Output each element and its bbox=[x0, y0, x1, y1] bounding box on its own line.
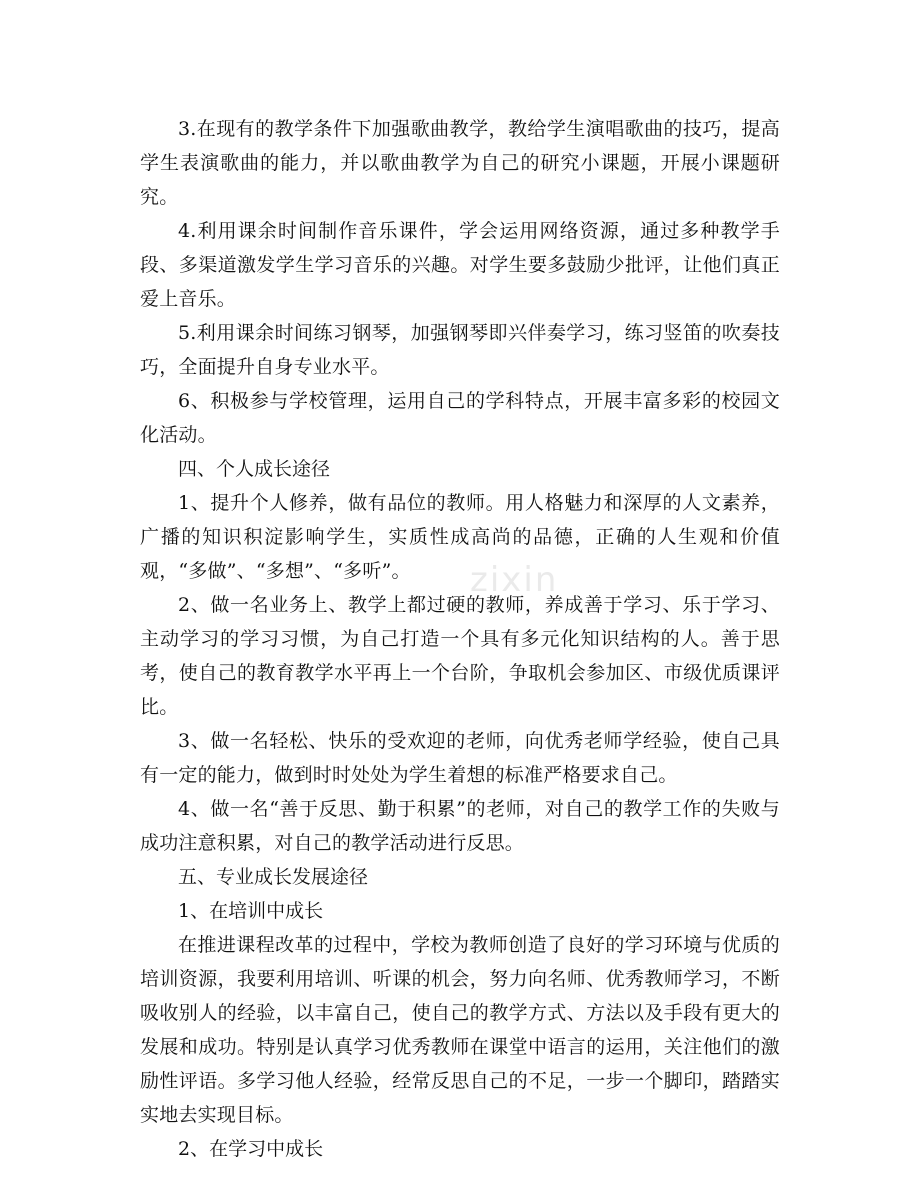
document-body bbox=[140, 112, 780, 1166]
section-heading-4: 四、个人成长途径 bbox=[178, 458, 331, 480]
growth-item-4: 4、做一名“善于反思、勤于积累”的老师，对自己的教学工作的失败与成功注意积累，对自己的教学活动进行反思。 bbox=[140, 798, 780, 854]
paragraph-item-4: 4.利用课余时间制作音乐课件，学会运用网络资源，通过多种教学手段、多渠道激发学生学习音乐的兴趣。对学生要多鼓励少批评，让他们真正爱上音乐。 bbox=[140, 220, 780, 310]
paragraph-item-6: 6、积极参与学校管理，运用自己的学科特点，开展丰富多彩的校园文化活动。 bbox=[140, 390, 780, 446]
growth-item-2: 2、做一名业务上、教学上都过硬的教师，养成善于学习、乐于学习、主动学习的学习习惯，为自己打造一个具有多元化知识结构的人。善于思考，使自己的教育教学水平再上一个台阶，争取机会参加区、市级优质课评比。 bbox=[140, 594, 780, 718]
subheading-learning: 2、在学习中成长 bbox=[178, 1138, 324, 1160]
paragraph-item-5: 5.利用课余时间练习钢琴，加强钢琴即兴伴奏学习，练习竖笛的吹奏技巧，全面提升自身专业水平。 bbox=[140, 322, 780, 378]
section-heading-5: 五、专业成长发展途径 bbox=[178, 866, 369, 888]
growth-item-1: 1、提升个人修养，做有品位的教师。用人格魅力和深厚的人文素养，广播的知识积淀影响学生，实质性成高尚的品德，正确的人生观和价值观，“多做”、“多想”、“多听”。 bbox=[140, 492, 780, 582]
subheading-training: 1、在培训中成长 bbox=[178, 900, 324, 922]
growth-item-3: 3、做一名轻松、快乐的受欢迎的老师，向优秀老师学经验，使自己具有一定的能力，做到时时处处为学生着想的标准严格要求自己。 bbox=[140, 730, 780, 786]
paragraph-item-3: 3.在现有的教学条件下加强歌曲教学，教给学生演唱歌曲的技巧，提高学生表演歌曲的能力，并以歌曲教学为自己的研究小课题，开展小课题研究。 bbox=[140, 118, 780, 208]
watermark: zixin bbox=[470, 560, 559, 600]
training-paragraph: 在推进课程改革的过程中，学校为教师创造了良好的学习环境与优质的培训资源，我要利用培训、听课的机会，努力向名师、优秀教师学习，不断吸收别人的经验，以丰富自己，使自己的教学方式、方法以及手段有更大的发展和成功。特别是认真学习优秀教师在课堂中语言的运用，关注他们的激励性评语。多学习他人经验，经常反思自己的不足，一步一个脚印，踏踏实实地去实现目标。 bbox=[140, 934, 780, 1126]
